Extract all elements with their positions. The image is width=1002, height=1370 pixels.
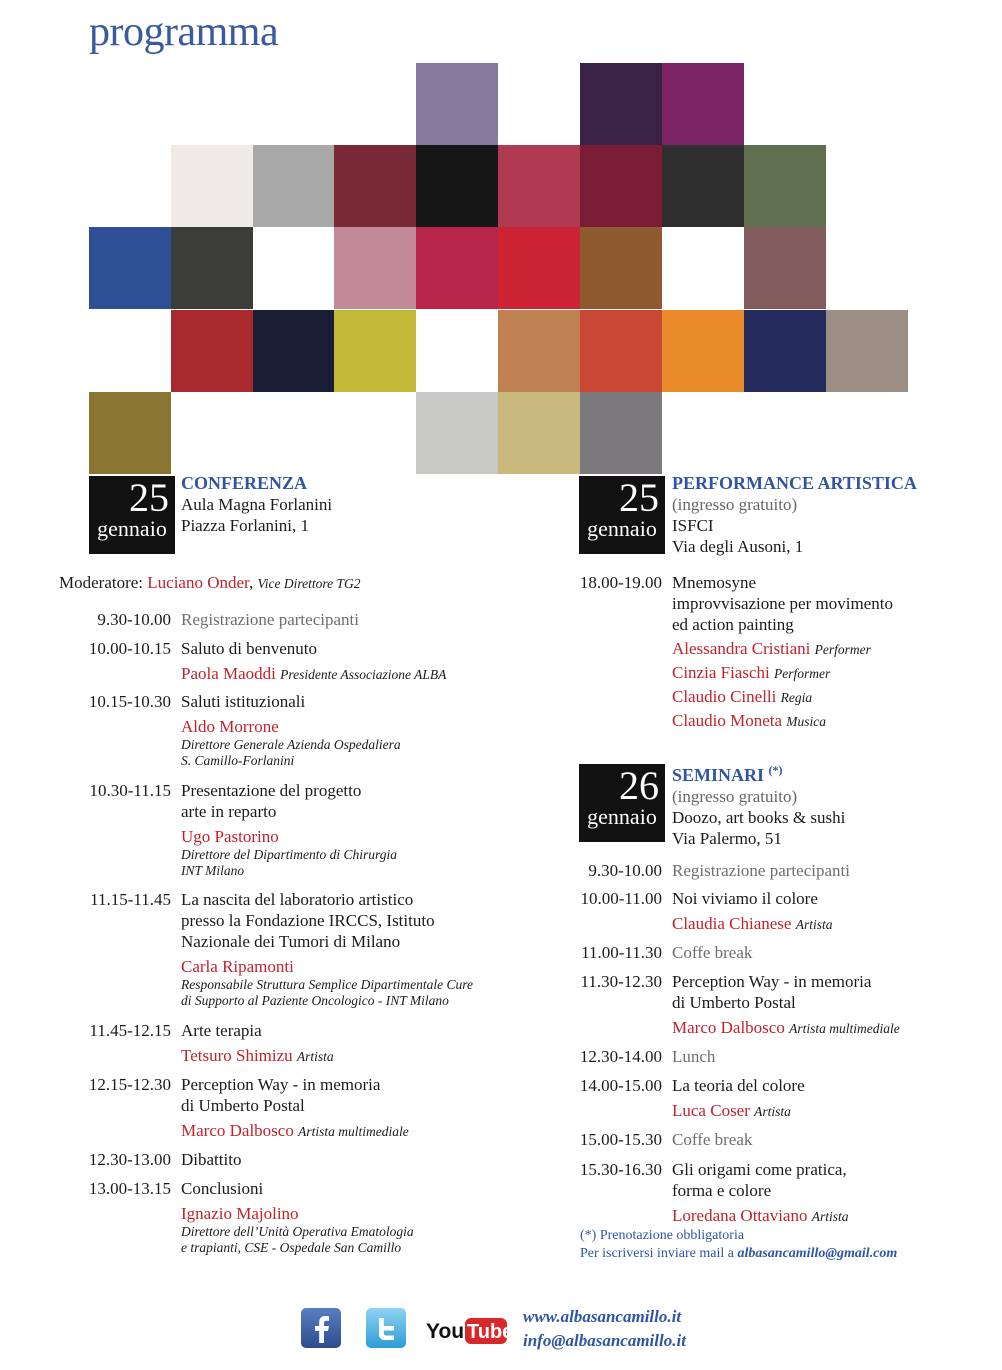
speaker-role: S. Camillo-Forlanini bbox=[181, 753, 295, 768]
event-title: Registrazione partecipanti bbox=[181, 610, 359, 629]
date-month: gennaio bbox=[97, 516, 167, 541]
venue-address: Via Palermo, 51 bbox=[672, 829, 782, 848]
color-square bbox=[580, 145, 662, 227]
speaker-name: Luca Coser bbox=[672, 1101, 750, 1120]
speaker-role: Artista bbox=[811, 1209, 849, 1224]
performer-role: Musica bbox=[786, 714, 827, 729]
speaker-role: Artista multimediale bbox=[298, 1124, 409, 1139]
time-slot: 9.30-10.00 bbox=[588, 861, 662, 880]
speaker-name: Carla Ripamonti bbox=[181, 957, 294, 976]
event-title: Lunch bbox=[672, 1047, 716, 1066]
speaker-role: Direttore del Dipartimento di Chirurgia bbox=[181, 847, 397, 862]
event-title: arte in reparto bbox=[181, 802, 277, 821]
time-slot: 15.00-15.30 bbox=[579, 1130, 662, 1149]
venue-name: Doozo, art books & sushi bbox=[672, 808, 846, 827]
event-title: Coffe break bbox=[672, 943, 753, 962]
facebook-icon[interactable] bbox=[300, 1307, 342, 1349]
event-title: Dibattito bbox=[181, 1150, 242, 1169]
venue-address: Via degli Ausoni, 1 bbox=[672, 537, 804, 556]
event-title: forma e colore bbox=[672, 1181, 772, 1200]
color-square bbox=[334, 310, 416, 392]
color-square bbox=[171, 227, 253, 309]
speaker-role: Artista bbox=[795, 917, 833, 932]
date-day: 26 bbox=[619, 763, 659, 808]
speaker-role: Direttore dell’Unità Operativa Ematologia bbox=[181, 1224, 414, 1239]
signup-text: Per iscriversi inviare mail a bbox=[580, 1246, 738, 1261]
event-title: di Umberto Postal bbox=[181, 1096, 305, 1115]
event-title: Perception Way - in memoria bbox=[181, 1075, 381, 1094]
color-square bbox=[826, 310, 908, 392]
color-square bbox=[416, 145, 498, 227]
event-title: Saluto di benvenuto bbox=[181, 639, 317, 658]
color-square bbox=[498, 145, 580, 227]
performance-header bbox=[672, 473, 917, 557]
time-slot: 12.30-14.00 bbox=[579, 1047, 662, 1066]
section-title: PERFORMANCE ARTISTICA bbox=[672, 473, 917, 493]
section-title: CONFERENZA bbox=[181, 473, 308, 493]
performer-name: Alessandra Cristiani bbox=[672, 639, 811, 658]
date-badge-conferenza bbox=[89, 476, 175, 554]
color-square bbox=[662, 145, 744, 227]
reservation-required: (*) Prenotazione obbligatoria bbox=[580, 1228, 745, 1243]
speaker-name: Ignazio Majolino bbox=[181, 1204, 299, 1223]
speaker-name: Ugo Pastorino bbox=[181, 827, 279, 846]
speaker-name: Loredana Ottaviano bbox=[672, 1206, 808, 1225]
youtube-icon[interactable] bbox=[426, 1313, 512, 1347]
color-square bbox=[662, 63, 744, 145]
speaker-role: Artista multimediale bbox=[789, 1021, 900, 1036]
contact-links bbox=[523, 1305, 686, 1353]
svg-text:Tube: Tube bbox=[467, 1321, 512, 1343]
speaker-role: Artista bbox=[754, 1104, 791, 1119]
section-subtitle: (ingresso gratuito) bbox=[672, 787, 798, 806]
speaker-name: Marco Dalbosco bbox=[181, 1121, 294, 1140]
time-slot: 11.00-11.30 bbox=[581, 943, 662, 962]
performer-role: Performer bbox=[814, 642, 871, 657]
venue-name: Aula Magna Forlanini bbox=[181, 495, 333, 514]
color-square bbox=[334, 145, 416, 227]
date-month: gennaio bbox=[587, 804, 657, 829]
color-square bbox=[498, 310, 580, 392]
time-slot: 11.30-12.30 bbox=[580, 972, 662, 991]
color-square bbox=[662, 310, 744, 392]
date-day: 25 bbox=[129, 475, 169, 520]
event-title: improvvisazione per movimento bbox=[672, 594, 893, 613]
speaker-role: Presidente Associazione ALBA bbox=[280, 667, 447, 682]
event-title: Registrazione partecipanti bbox=[672, 861, 850, 880]
section-subtitle: (ingresso gratuito) bbox=[672, 495, 798, 514]
speaker-role: INT Milano bbox=[181, 863, 245, 878]
reservation-mark: (*) bbox=[768, 763, 783, 777]
svg-text:You: You bbox=[426, 1320, 465, 1343]
speaker-role: Direttore Generale Azienda Ospedaliera bbox=[181, 737, 401, 752]
venue-address: Piazza Forlanini, 1 bbox=[181, 516, 309, 535]
speaker-name: Tetsuro Shimizu bbox=[181, 1046, 293, 1065]
color-square bbox=[744, 145, 826, 227]
color-square bbox=[171, 310, 253, 392]
speaker-name: Aldo Morrone bbox=[181, 717, 279, 736]
speaker-name: Claudia Chianese bbox=[672, 914, 792, 933]
time-slot: 10.00-10.15 bbox=[88, 639, 171, 658]
color-square bbox=[580, 227, 662, 309]
event-title: Gli origami come pratica, bbox=[672, 1160, 847, 1179]
speaker-role: Responsabile Struttura Semplice Dipartimentale Cure bbox=[181, 977, 473, 992]
color-square bbox=[744, 310, 826, 392]
event-title: di Umberto Postal bbox=[672, 993, 796, 1012]
performer-name: Claudio Moneta bbox=[672, 711, 783, 730]
performer-name: Claudio Cinelli bbox=[672, 687, 777, 706]
color-square bbox=[416, 227, 498, 309]
event-title: Arte terapia bbox=[181, 1021, 262, 1040]
event-title: La nascita del laboratorio artistico bbox=[181, 890, 414, 909]
event-title: presso la Fondazione IRCCS, Istituto bbox=[181, 911, 435, 930]
moderator-label: Moderatore: bbox=[59, 573, 144, 592]
date-month: gennaio bbox=[587, 516, 657, 541]
color-square bbox=[580, 63, 662, 145]
performer-role: Performer bbox=[773, 666, 831, 681]
time-slot: 13.00-13.15 bbox=[88, 1179, 171, 1198]
performer-role: Regia bbox=[780, 690, 813, 705]
event-title: Saluti istituzionali bbox=[181, 692, 306, 711]
color-square bbox=[253, 145, 335, 227]
color-square bbox=[334, 227, 416, 309]
color-square bbox=[744, 227, 826, 309]
event-title: Noi viviamo il colore bbox=[672, 889, 818, 908]
color-square bbox=[498, 392, 580, 474]
speaker-name: Marco Dalbosco bbox=[672, 1018, 785, 1037]
venue-name: ISFCI bbox=[672, 516, 714, 535]
color-square bbox=[89, 392, 171, 474]
time-slot: 9.30-10.00 bbox=[97, 610, 171, 629]
time-slot: 11.45-12.15 bbox=[89, 1021, 171, 1040]
time-slot: 14.00-15.00 bbox=[579, 1076, 662, 1095]
time-slot: 12.30-13.00 bbox=[88, 1150, 171, 1169]
time-slot: 10.15-10.30 bbox=[88, 692, 171, 711]
event-title: Nazionale dei Tumori di Milano bbox=[181, 932, 401, 951]
seminari-header bbox=[672, 760, 845, 849]
speaker-role: di Supporto al Paziente Oncologico - INT Milano bbox=[181, 993, 449, 1008]
color-square bbox=[171, 145, 253, 227]
speaker-role: Artista bbox=[296, 1049, 334, 1064]
event-title: Mnemosyne bbox=[672, 573, 757, 592]
page-title: programma bbox=[89, 9, 279, 55]
color-square bbox=[416, 63, 498, 145]
email-link[interactable]: info@albasancamillo.it bbox=[523, 1331, 686, 1350]
color-square bbox=[580, 310, 662, 392]
speaker-name: Paola Maoddi bbox=[181, 664, 276, 683]
speaker-role: e trapianti, CSE - Ospedale San Camillo bbox=[181, 1240, 402, 1255]
conferenza-header bbox=[181, 473, 332, 536]
time-slot: 10.30-11.15 bbox=[89, 781, 171, 800]
signup-email-link[interactable]: albasancamillo@gmail.com bbox=[737, 1246, 898, 1261]
performer-name: Cinzia Fiaschi bbox=[672, 663, 770, 682]
event-title: Conclusioni bbox=[181, 1179, 264, 1198]
date-badge-performance bbox=[579, 476, 665, 554]
event-title: Coffe break bbox=[672, 1130, 753, 1149]
reservation-note bbox=[580, 1227, 897, 1263]
color-square bbox=[416, 392, 498, 474]
color-square bbox=[580, 392, 662, 474]
time-slot: 11.15-11.45 bbox=[90, 890, 171, 909]
time-slot: 15.30-16.30 bbox=[579, 1160, 662, 1179]
time-slot: 12.15-12.30 bbox=[88, 1075, 171, 1094]
moderator-name: Luciano Onder bbox=[147, 573, 250, 592]
twitter-icon[interactable] bbox=[365, 1307, 407, 1349]
color-square bbox=[253, 310, 335, 392]
moderator: Moderatore: Luciano Onder, Vice Direttore TG2 bbox=[59, 573, 361, 592]
date-badge-seminari bbox=[579, 764, 665, 842]
event-title: Presentazione del progetto bbox=[181, 781, 362, 800]
color-square bbox=[498, 227, 580, 309]
event-title: La teoria del colore bbox=[672, 1076, 805, 1095]
color-square bbox=[89, 227, 171, 309]
event-title: ed action painting bbox=[672, 615, 794, 634]
time-slot: 10.00-11.00 bbox=[580, 889, 662, 908]
time-slot: 18.00-19.00 bbox=[579, 573, 662, 592]
section-title: SEMINARI bbox=[672, 765, 765, 785]
website-link[interactable]: www.albasancamillo.it bbox=[523, 1307, 682, 1326]
date-day: 25 bbox=[619, 475, 659, 520]
moderator-role: Vice Direttore TG2 bbox=[257, 576, 361, 591]
event-title: Perception Way - in memoria bbox=[672, 972, 872, 991]
